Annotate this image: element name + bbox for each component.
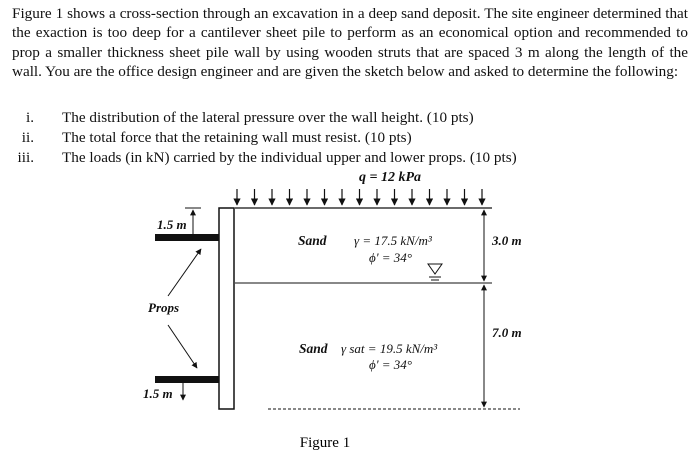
problem-paragraph: Figure 1 shows a cross-section through an excavation in a deep sand deposit. The site engineer determined that the exaction is too deep for a cantilever sheet pile to perform as an economical option and recommended to prop a smaller thickness sheet pile wall by using wooden struts that are spaced 3 m along the length of the wall. You are the office design engineer and are given the sketch below and asked to determine the following: [12, 5, 688, 80]
task-text: The distribution of the lateral pressure over the wall height. (10 pts) [62, 109, 474, 126]
task-number: iii. [17, 149, 34, 166]
lower-prop-depth-label: 1.5 m [143, 386, 173, 401]
upper-unit-weight: γ = 17.5 kN/m³ [354, 233, 432, 248]
upper-friction-angle: ϕ' = 34° [369, 250, 412, 265]
props-pointer-lower [168, 325, 197, 368]
props-label: Props [148, 300, 180, 315]
upper-height-label: 3.0 m [492, 233, 522, 248]
upper-prop-depth-label: 1.5 m [157, 217, 187, 232]
lower-prop [155, 376, 219, 383]
task-text: The total force that the retaining wall must resist. (10 pts) [62, 129, 412, 146]
upper-soil-label: Sand [298, 233, 327, 248]
lower-height-label: 7.0 m [492, 325, 522, 340]
task-number: i. [25, 109, 34, 126]
height-dimensions [478, 210, 490, 407]
lower-soil-label: Sand [299, 341, 328, 356]
water-table-icon [428, 264, 442, 280]
task-text: The loads (in kN) carried by the individual upper and lower props. (10 pts) [62, 149, 517, 166]
surcharge-arrows [237, 189, 482, 205]
sheet-pile-wall [219, 208, 234, 409]
lower-unit-weight: γ sat = 19.5 kN/m³ [341, 341, 438, 356]
surcharge-label: q = 12 kPa [358, 170, 422, 185]
props-pointer-upper [168, 249, 201, 296]
figure-caption: Figure 1 [299, 435, 351, 451]
task-number: ii. [21, 129, 34, 146]
upper-prop [155, 234, 219, 241]
lower-friction-angle: ϕ' = 34° [369, 357, 412, 372]
